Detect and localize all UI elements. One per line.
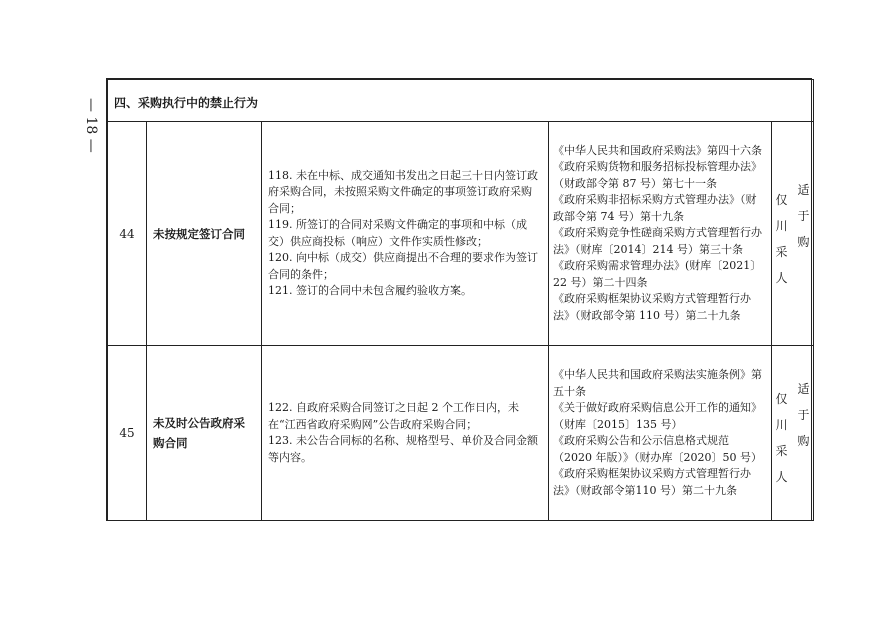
content-item: 119. 所签订的合同对采购文件确定的事项和中标（成交）供应商投标（响应）文件作实质性修改； [268,218,527,248]
subject-char: 人 [775,270,788,285]
content-item: 122. 自政府采购合同签订之日起 2 个工作日内，未在“江西省政府采购网”公告政府采购合同； [268,401,519,431]
behavior-content [262,122,549,346]
subject-char: 川 [775,218,788,233]
content-item: 123. 未公告合同标的名称、规格型号、单价及合同金额等内容。 [268,434,538,464]
row-number: 45 [108,346,147,521]
row-number: 44 [108,122,147,346]
applicable-subject [772,122,814,346]
basis-item: 《政府采购竞争性磋商采购方式管理暂行办法》（财库〔2014〕214 号）第三十条 [553,226,762,256]
content-item: 118. 未在中标、成交通知书发出之日起三十日内签订政府采购合同，未按照采购文件确定的事项签订政府采购合同； [268,168,538,215]
subject-char: 川 [775,418,788,432]
subject-char: 购 [797,234,810,249]
content-item: 121. 签订的合同中未包含履约验收方案。 [268,284,472,297]
table-row [108,346,814,521]
subject-char: 适 [797,182,810,197]
legal-basis [549,122,772,346]
subject-char: 采 [775,244,788,259]
basis-item: 《政府采购非招标采购方式管理办法》（财政部令第 74 号）第十九条 [553,193,757,223]
subject-char: 于 [797,408,810,422]
behavior-title: 未及时公告政府采购合同 [147,346,262,521]
basis-item: 《政府采购货物和服务招标投标管理办法》（财政部令第 87 号）第七十一条 [553,160,762,190]
basis-item: 《中华人民共和国政府采购法实施条例》第五十条 [553,368,762,398]
legal-basis [549,346,772,521]
subject-char: 适 [797,382,810,396]
basis-item: 《政府采购公告和公示信息格式规范（2020 年版）》（财办库〔2020〕50 号） [553,434,762,464]
subject-char: 于 [797,208,810,223]
content-item: 120. 向中标（成交）供应商提出不合理的要求作为签订合同的条件； [268,251,538,281]
section-title: 四、采购执行中的禁止行为 [108,80,814,122]
basis-item: 《政府采购需求管理办法》(财库〔2021〕22 号）第二十四条 [553,259,762,289]
basis-item: 《关于做好政府采购信息公开工作的通知》（财库〔2015〕135 号） [553,401,762,431]
applicable-subject [772,346,814,521]
subject-char: 采 [775,444,788,458]
basis-item: 《政府采购框架协议采购方式管理暂行办法》（财政部令第 110 号）第二十九条 [553,292,751,322]
subject-char: 仅 [775,192,788,207]
subject-char: 人 [775,470,788,484]
subject-char: 购 [797,434,810,448]
behavior-title: 未按规定签订合同 [147,122,262,346]
basis-item: 《中华人民共和国政府采购法》第四十六条 [553,143,762,157]
table-row [108,122,814,346]
behavior-content [262,346,549,521]
section-header-row [108,80,814,122]
page-number: — 18 — [83,98,99,153]
subject-char: 仅 [775,392,788,406]
basis-item: 《政府采购框架协议采购方式管理暂行办法》（财政部令第110 号）第二十九条 [553,467,751,497]
prohibited-behaviors-table [106,78,812,521]
